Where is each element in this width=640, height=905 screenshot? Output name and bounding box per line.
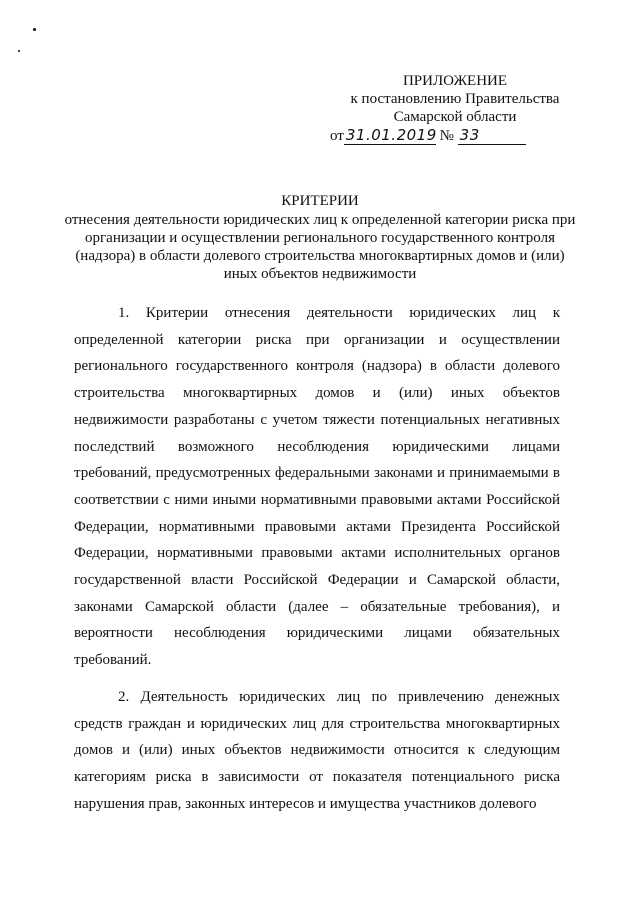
title-subtitle: отнесения деятельности юридических лиц к определенной категории риска при организации и осуществлении регионального государственного контроля (надзора) в области долевого строительства многоквартирных домов и (или) иных объектов недвижимости xyxy=(64,212,576,282)
scan-speck xyxy=(33,28,36,31)
handwritten-date: 31.01.2019 xyxy=(345,126,437,144)
paragraph-2: 2. Деятельность юридических лиц по привлечению денежных средств граждан и юридических лиц для строительства многоквартирных домов и (или) иных объектов недвижимости относится к следующим категориям риска в зависимости от показателя потенциального риска нарушения прав, законных интересов и имущества участников долевого xyxy=(74,688,560,812)
number-prefix: № xyxy=(439,128,454,144)
appendix-title: ПРИЛОЖЕНИЕ xyxy=(402,73,508,89)
paragraph-1: 1. Критерии отнесения деятельности юридических лиц к определенной категории риска при организации и осуществлении регионального государственного контроля (надзора) в области долевого строительства многоквартирных домов и (или) иных объектов недвижимости разработаны с учетом тяжести потенциальных негативных последствий возможного несоблюдения юридическими лицами требований, предусмотренных федеральными законами и принимаемыми в соответствии с ними иными нормативными правовыми актами Российской Федерации, нормативными правовыми актами Президента Российской Федерации, нормативными правовыми актами исполнительных органов государственной власти Российской Федерации и Самарской области, законами Самарской области (далее – обязательные требования), и вероятности несоблюдения юридическими лицами обязательных требований. xyxy=(74,305,560,669)
scan-speck xyxy=(18,50,20,52)
date-prefix: от xyxy=(330,128,344,144)
appendix-line-region: Самарской области xyxy=(393,109,517,125)
handwritten-number: 33 xyxy=(458,126,526,145)
appendix-reference xyxy=(330,126,580,145)
document-body xyxy=(74,300,560,825)
document-title xyxy=(60,192,580,283)
title-heading: КРИТЕРИИ xyxy=(281,193,359,209)
appendix-header xyxy=(330,72,580,145)
appendix-line-resolution: к постановлению Правительства xyxy=(350,91,560,107)
